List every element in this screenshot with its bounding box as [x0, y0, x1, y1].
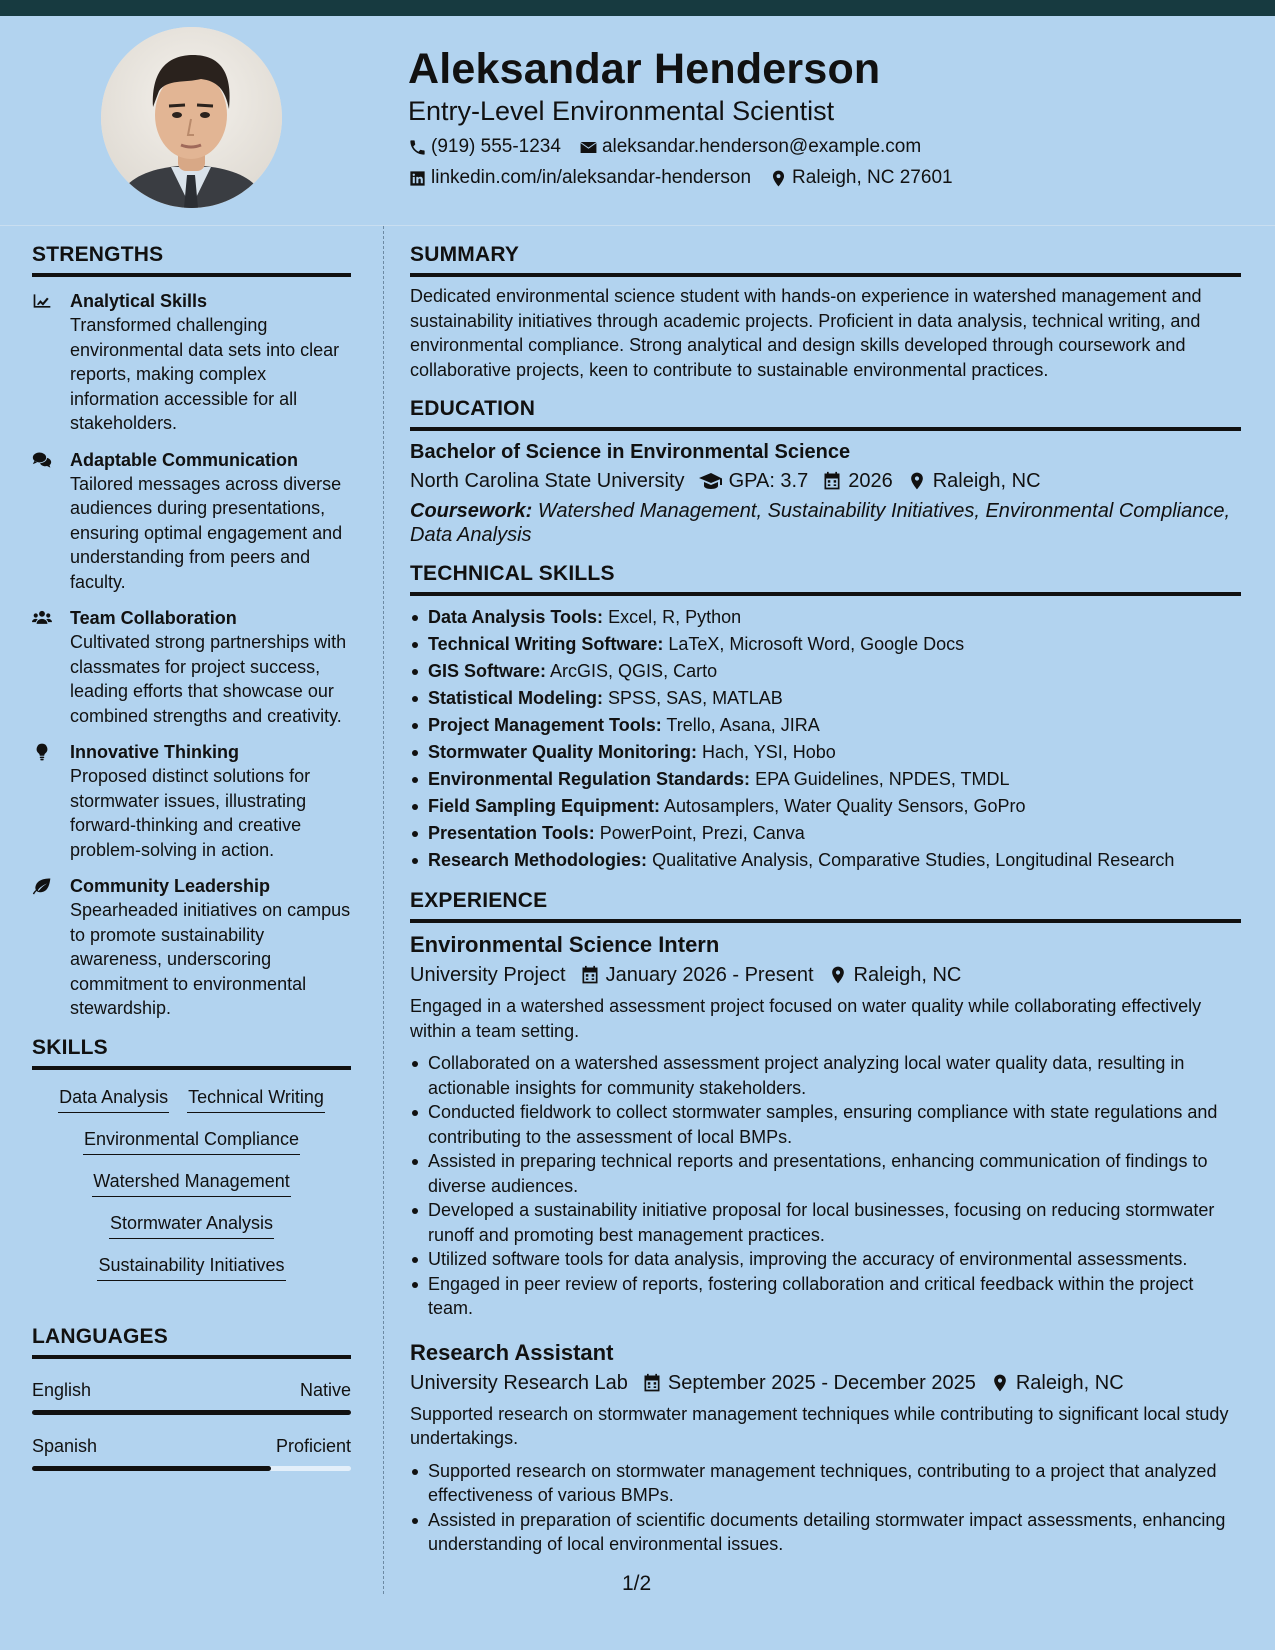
list-item: Presentation Tools: PowerPoint, Prezi, Canva [410, 820, 1241, 847]
skill-tag: Environmental Compliance [83, 1128, 300, 1155]
job-meta [410, 962, 1241, 988]
map-marker-icon [828, 965, 848, 985]
section-rule [410, 273, 1241, 277]
calendar-icon [580, 965, 600, 985]
strengths-heading: STRENGTHS [32, 243, 164, 266]
column-divider [383, 226, 384, 1594]
candidate-title: Entry-Level Environmental Scientist [408, 96, 835, 126]
list-item: Data Analysis Tools: Excel, R, Python [410, 604, 1241, 631]
education-location: Raleigh, NC [932, 470, 1041, 492]
skill-tag: Technical Writing [187, 1086, 325, 1113]
education-section [410, 396, 1241, 547]
list-item: Conducted fieldwork to collect stormwater samples, ensuring compliance with state regulations and contributing to the assessment of local BMPs. [410, 1100, 1241, 1149]
contact-line-2 [408, 166, 1248, 190]
languages-section [32, 1324, 351, 1471]
skills-heading: SKILLS [32, 1035, 108, 1059]
job-org: University Project [410, 964, 566, 986]
right-column [410, 242, 1241, 1557]
email-text: aleksandar.henderson@example.com [601, 136, 922, 157]
strength-item [32, 606, 351, 728]
list-item: Field Sampling Equipment: Autosamplers, Water Quality Sensors, GoPro [410, 793, 1241, 820]
coursework-list: Watershed Management, Sustainability Initiatives, Environmental Compliance, Data Analysis [410, 500, 1231, 546]
envelope-icon [579, 138, 598, 157]
contact-line-1 [408, 135, 1248, 159]
list-item: Environmental Regulation Standards: EPA Guidelines, NPDES, TMDL [410, 766, 1241, 793]
job-description: Engaged in a watershed assessment project focused on water quality while collaborating effectively within a team setting. [410, 996, 1202, 1041]
strengths-section [32, 242, 351, 1021]
left-column [32, 242, 351, 1471]
experience-heading: EXPERIENCE [410, 889, 548, 912]
job-bullets [410, 1459, 1241, 1557]
job-meta [410, 1370, 1241, 1396]
section-rule [410, 592, 1241, 596]
skill-tag: Stormwater Analysis [109, 1212, 274, 1239]
list-item: Stormwater Quality Monitoring: Hach, YSI, Hobo [410, 739, 1241, 766]
summary-section [410, 242, 1241, 382]
job-location: Raleigh, NC [853, 964, 962, 986]
location-contact [769, 166, 953, 190]
education-heading: EDUCATION [410, 397, 536, 420]
language-bar-fill [32, 1466, 271, 1471]
list-item: Assisted in preparing technical reports and presentations, enhancing communication of findings to diverse audiences. [410, 1149, 1241, 1198]
experience-section [410, 888, 1241, 1557]
linkedin-icon [408, 169, 427, 188]
phone-contact[interactable] [408, 135, 561, 159]
strength-item [32, 289, 351, 436]
leaf-icon [32, 877, 52, 895]
list-item: Statistical Modeling: SPSS, SAS, MATLAB [410, 685, 1241, 712]
location-text: Raleigh, NC 27601 [792, 167, 953, 188]
strength-title: Innovative Thinking [70, 742, 240, 762]
skills-section [32, 1035, 351, 1290]
language-item [32, 1379, 351, 1415]
coursework [410, 499, 1241, 547]
strength-title: Team Collaboration [70, 608, 237, 628]
skill-tag: Sustainability Initiatives [97, 1254, 285, 1281]
strength-description: Proposed distinct solutions for stormwater issues, illustrating forward-thinking and creative problem-solving in action. [70, 766, 311, 860]
calendar-icon [642, 1373, 662, 1393]
language-bar [32, 1466, 351, 1471]
job-location: Raleigh, NC [1015, 1371, 1124, 1394]
language-item [32, 1435, 351, 1471]
strength-description: Transformed challenging environmental data sets into clear reports, making complex information accessible for all stakeholders. [70, 315, 340, 433]
linkedin-contact[interactable] [408, 166, 751, 190]
strength-item [32, 874, 351, 1021]
list-item: Utilized software tools for data analysis, improving the accuracy of environmental assessments. [410, 1247, 1241, 1272]
strength-description: Spearheaded initiatives on campus to promote sustainability awareness, underscoring commitment to environmental stewardship. [70, 900, 351, 1018]
list-item: Engaged in peer review of reports, fostering collaboration and critical feedback within the project team. [410, 1272, 1241, 1321]
language-name: Spanish [32, 1435, 98, 1456]
education-meta [410, 468, 1241, 494]
list-item: GIS Software: ArcGIS, QGIS, Carto [410, 658, 1241, 685]
strength-description: Cultivated strong partnerships with classmates for project success, leading efforts that showcase our combined strengths and creativity. [70, 632, 347, 726]
strength-description: Tailored messages across diverse audiences during presentations, ensuring optimal engagement and understanding from peers and faculty. [70, 473, 343, 592]
resume-header [408, 44, 1248, 190]
strength-item [32, 448, 351, 595]
calendar-icon [822, 471, 842, 491]
list-item: Research Methodologies: Qualitative Analysis, Comparative Studies, Longitudinal Research [410, 847, 1241, 874]
coursework-label: Coursework: [410, 500, 533, 522]
language-bar-fill [32, 1410, 351, 1415]
job-title: Research Assistant [410, 1339, 614, 1365]
strength-title: Adaptable Communication [70, 449, 299, 470]
skill-tags [32, 1080, 351, 1290]
language-level: Native [299, 1379, 351, 1400]
job-dates: January 2026 - Present [605, 964, 814, 986]
technical-skills-heading: TECHNICAL SKILLS [410, 562, 615, 585]
graduation-year: 2026 [848, 470, 893, 492]
strength-title: Community Leadership [70, 876, 271, 896]
school-name: North Carolina State University [410, 470, 685, 492]
page-number: 1/2 [622, 1572, 652, 1595]
summary-heading: SUMMARY [410, 243, 520, 266]
top-accent-bar [0, 0, 1275, 16]
language-name: English [32, 1379, 92, 1400]
job-bullets [410, 1051, 1241, 1321]
job-dates: September 2025 - December 2025 [667, 1371, 976, 1394]
job-entry [410, 931, 1241, 1321]
job-title: Environmental Science Intern [410, 932, 720, 957]
map-marker-icon [990, 1373, 1010, 1393]
gpa: GPA: 3.7 [728, 470, 809, 492]
list-item: Supported research on stormwater management techniques, contributing to a project that analyzed effectiveness of various BMPs. [410, 1459, 1241, 1508]
comments-icon [32, 451, 52, 469]
strength-item [32, 740, 351, 862]
section-rule [32, 1355, 351, 1359]
list-item: Collaborated on a watershed assessment project analyzing local water quality data, resulting in actionable insights for community stakeholders. [410, 1051, 1241, 1100]
chart-line-icon [32, 292, 52, 310]
email-contact[interactable] [579, 135, 921, 159]
skill-tag: Watershed Management [92, 1170, 290, 1197]
section-rule [32, 1066, 351, 1070]
section-rule [410, 427, 1241, 431]
job-org: University Research Lab [410, 1371, 628, 1394]
header-divider [0, 225, 1275, 226]
job-entry [410, 1339, 1241, 1557]
skill-tag: Data Analysis [58, 1086, 169, 1113]
list-item: Project Management Tools: Trello, Asana, JIRA [410, 712, 1241, 739]
phone-icon [408, 138, 427, 157]
technical-skills-section [410, 561, 1241, 874]
languages-heading: LANGUAGES [32, 1324, 168, 1348]
degree-title: Bachelor of Science in Environmental Science [410, 441, 851, 463]
list-item: Developed a sustainability initiative proposal for local businesses, focusing on reducing stormwater runoff and promoting best management practices. [410, 1198, 1241, 1247]
users-icon [32, 609, 52, 627]
section-rule [410, 919, 1241, 923]
section-rule [32, 273, 351, 277]
list-item: Technical Writing Software: LaTeX, Microsoft Word, Google Docs [410, 631, 1241, 658]
summary-text: Dedicated environmental science student with hands-on experience in watershed management and sustainability initiatives through academic projects. Proficient in data analysis, technical writing, and environmental compliance. Strong analytical and design skills developed through coursework and collaborative projects, keen to contribute to sustainable environmental practices. [410, 286, 1202, 380]
list-item: Assisted in preparation of scientific documents detailing stormwater impact assessments, enhancing understanding of local environmental issues. [410, 1508, 1241, 1557]
strength-title: Analytical Skills [70, 291, 208, 311]
linkedin-text: linkedin.com/in/aleksandar-henderson [431, 167, 752, 188]
graduation-cap-icon [699, 471, 723, 491]
profile-photo [101, 27, 282, 208]
phone-text: (919) 555-1234 [431, 136, 561, 157]
technical-skills-list [410, 604, 1241, 874]
job-description: Supported research on stormwater management techniques while contributing to significant local study undertakings. [410, 1403, 1229, 1448]
language-bar [32, 1410, 351, 1415]
map-marker-icon [907, 471, 927, 491]
language-level: Proficient [275, 1435, 351, 1456]
lightbulb-icon [32, 743, 52, 761]
candidate-name: Aleksandar Henderson [408, 45, 881, 93]
map-marker-icon [769, 169, 788, 188]
